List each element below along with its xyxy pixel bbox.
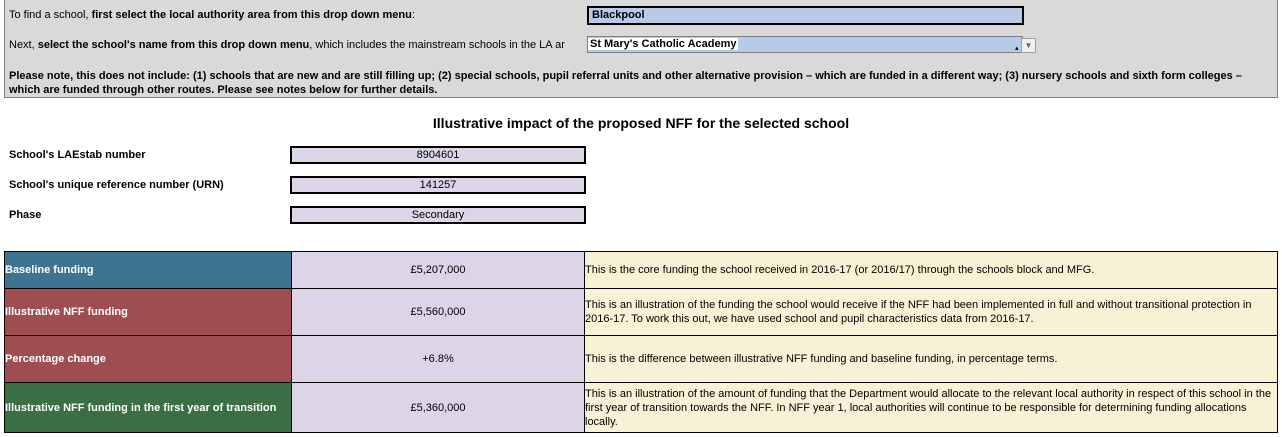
school-prompt-prefix: Next, (9, 39, 38, 51)
school-prompt-suffix: , which includes the mainstream schools in the LA ar (309, 39, 565, 51)
table-row (5, 252, 1278, 289)
table-row (5, 289, 1278, 336)
percentage-change-value: +6.8% (292, 336, 585, 383)
funding-table (4, 251, 1278, 433)
exclusions-note: Please note, this does not include: (1) schools that are new and are still filling up; (2) special schools, pupil referral units and other alternative provision – which are funded in a different way; (3) nursery schools and sixth form colleges – which are funded through other routes. Please see notes below for further details. (9, 70, 1242, 96)
school-value: St Mary's Catholic Academy (590, 38, 737, 50)
school-prompt (9, 39, 565, 51)
table-row (5, 383, 1278, 433)
laestab-label: School's LAEstab number (9, 149, 146, 161)
transition-funding-label: Illustrative NFF funding in the first year of transition (5, 383, 292, 433)
nff-funding-description: This is an illustration of the funding the school would receive if the NFF had been implemented in full and without transitional protection in 2016-17. To work this out, we have used school and pupil characteristics data from 2016-17. (585, 289, 1278, 336)
percentage-change-description: This is the difference between illustrative NFF funding and baseline funding, in percentage terms. (585, 336, 1278, 383)
laestab-value: 8904601 (290, 146, 586, 164)
local-authority-dropdown[interactable] (587, 6, 1024, 25)
transition-funding-description: This is an illustration of the amount of funding that the Department would allocate to the relevant local authority in respect of this school in the first year of transition towards the NFF. In NFF year 1, local authorities will continue to be responsible for determining funding allocations locally. (585, 383, 1278, 433)
transition-funding-value: £5,360,000 (292, 383, 585, 433)
school-prompt-bold: select the school's name from this drop down menu (37, 39, 310, 51)
cell-fill-handle-icon: ▴ (1015, 45, 1019, 52)
nff-funding-label: Illustrative NFF funding (5, 289, 292, 336)
table-row (5, 336, 1278, 383)
percentage-change-label: Percentage change (5, 336, 292, 383)
phase-label: Phase (9, 209, 42, 221)
urn-label: School's unique reference number (URN) (9, 179, 224, 191)
baseline-funding-label: Baseline funding (5, 252, 292, 289)
local-authority-value: Blackpool (592, 9, 645, 21)
school-selector-panel (4, 0, 1278, 98)
urn-value: 141257 (290, 176, 586, 194)
phase-value: Secondary (290, 206, 586, 224)
la-prompt-bold: first select the local authority area from this drop down menu (91, 9, 412, 21)
school-dropdown[interactable] (587, 36, 1023, 53)
page-title: Illustrative impact of the proposed NFF for the selected school (432, 115, 850, 131)
la-prompt-prefix: To find a school, (9, 9, 92, 21)
baseline-funding-value: £5,207,000 (292, 252, 585, 289)
la-prompt (9, 9, 415, 21)
la-prompt-suffix: : (411, 9, 415, 21)
nff-funding-value: £5,560,000 (292, 289, 585, 336)
chevron-down-icon[interactable]: ▼ (1021, 38, 1036, 53)
baseline-funding-description: This is the core funding the school received in 2016-17 (or 2016/17) through the schools block and MFG. (585, 252, 1278, 289)
